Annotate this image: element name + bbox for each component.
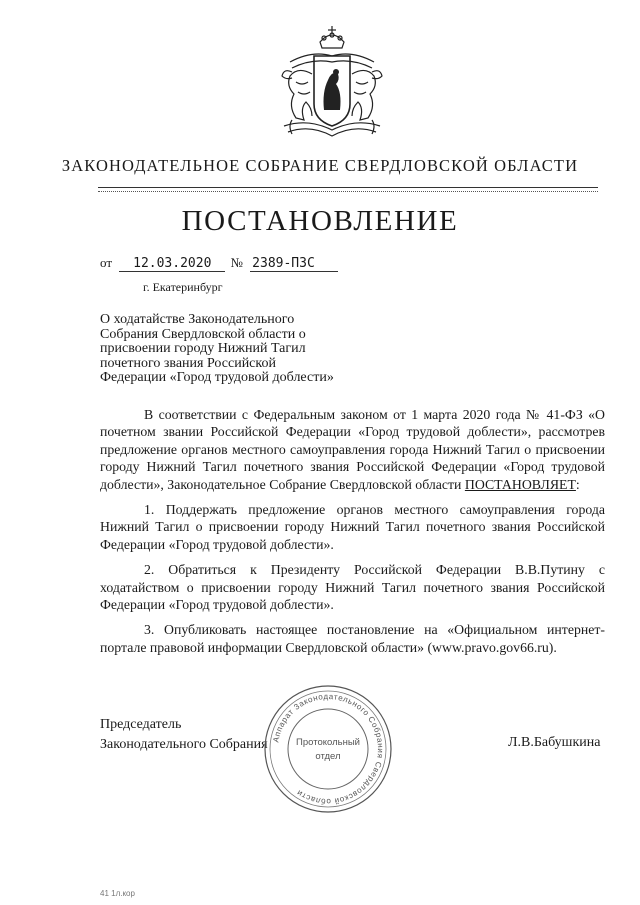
document-body [100,406,605,656]
position-line-2: Законодательного Собрания [100,737,268,752]
date-prefix: от [100,255,113,270]
document-subject [100,313,400,386]
official-stamp [262,683,394,815]
resolution-item-2: 2. Обратиться к Президенту Российской Федерации В.В.Путину с ходатайством о присвоении городу Нижний Тагил почетного звания Российской Федерации «Город трудовой доблести». [100,562,605,613]
document-date: 12.03.2020 [119,257,225,272]
subject-line: О ходатайстве Законодательного [100,312,295,327]
resolution-item-1: 1. Поддержать предложение органов местного самоуправления города Нижний Тагил о присвоении городу Нижний Тагил почетного звания Российской Федерации «Город трудовой доблести». [100,502,605,552]
preamble-text: В соответствии с Федеральным законом от 1 марта 2020 года № 41-ФЗ «О почетном звании Российской Федерации «Город трудовой доблести», рассмотрев предложение органов местного самоуправления города Нижний Тагил о присвоении городу Нижний Тагил почетного звания Российской Федерации «Город трудовой доблести», Законодательное Собрание Свердловской области [100,407,605,492]
header-rule [98,187,598,188]
document-number: 2389-ПЗС [250,257,338,272]
organization-name: ЗАКОНОДАТЕЛЬНОЕ СОБРАНИЕ СВЕРДЛОВСКОЙ ОБЛАСТИ [61,156,579,175]
footer-note: 41 1л.кор [100,889,135,898]
document-type-title: ПОСТАНОВЛЕНИЕ [181,205,459,237]
stamp-center-line-1: Протокольный [296,737,360,748]
subject-line: Собрания Свердловской области о [100,326,306,342]
stamp-center-line-2: отдел [315,751,341,762]
signatory-name: Л.В.Бабушкина [508,735,601,750]
resolves-colon: : [575,476,580,492]
number-prefix: № [230,255,243,270]
date-number-line [100,255,338,272]
header-rule-dotted [98,191,598,192]
city: г. Екатеринбург [143,280,223,294]
stamp-ring-text: Аппарат Законодательного Собрания Свердловской области [271,691,386,807]
subject-line: Федерации «Город трудовой доблести» [100,370,334,386]
signatory-position [100,715,268,755]
subject-line: присвоении городу Нижний Тагил [100,341,306,357]
subject-line: почетного звания Российской [100,355,276,371]
resolves-keyword: ПОСТАНОВЛЯЕТ [464,476,576,492]
coat-of-arms-icon [262,22,402,144]
resolution-item-3: 3. Опубликовать настоящее постановление на «Официальном интернет-портале правовой информации Свердловской области» (www.pravo.gov66.ru). [100,622,605,655]
preamble-paragraph [100,406,605,493]
position-line-1: Председатель [100,717,182,732]
